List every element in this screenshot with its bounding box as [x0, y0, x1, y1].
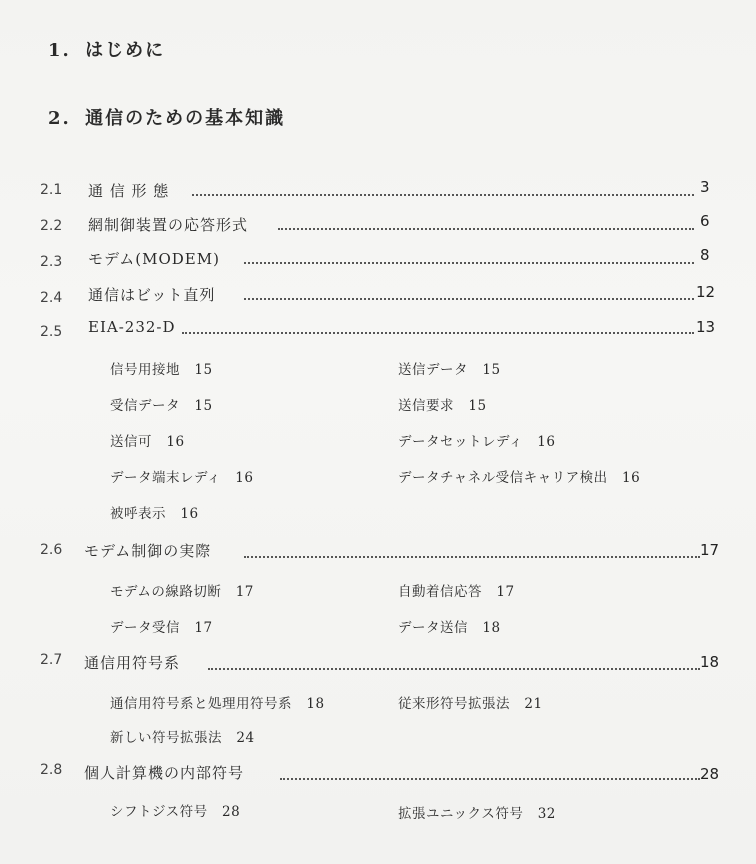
chapter-title: はじめに	[85, 40, 166, 61]
dot-leader	[244, 556, 700, 558]
dot-leader	[244, 262, 694, 264]
chapter-1	[48, 36, 165, 62]
section-title: 網制御装置の応答形式	[88, 216, 249, 234]
section-page: 6	[700, 212, 710, 230]
chapter-number: 1.	[48, 40, 71, 61]
section-page: 13	[696, 318, 716, 336]
section-title: EIA-232-D	[88, 318, 176, 336]
subsection-item: 通信用符号系と処理用符号系 18	[110, 696, 325, 712]
subsection-item: シフトジス符号 28	[110, 804, 241, 820]
subsection-item: データ端末レディ 16	[110, 470, 254, 486]
section-page: 3	[700, 178, 710, 196]
section-title: 個人計算機の内部符号	[84, 764, 245, 782]
subsection-item: 受信データ 15	[110, 398, 213, 414]
section-number: 2.7	[40, 652, 63, 668]
chapter-number: 2.	[48, 108, 71, 129]
section-number: 2.1	[40, 182, 63, 198]
subsection-item: 拡張ユニックス符号 32	[398, 806, 556, 822]
subsection-item: 送信可 16	[110, 434, 185, 450]
subsection-item: データ送信 18	[398, 620, 501, 636]
subsection-item: 自動着信応答 17	[398, 584, 515, 600]
dot-leader	[182, 332, 694, 334]
section-page: 18	[700, 653, 720, 671]
section-title: 通信用符号系	[84, 654, 181, 672]
subsection-item: 送信要求 15	[398, 398, 487, 414]
dot-leader	[192, 194, 694, 196]
dot-leader	[244, 298, 694, 300]
section-title: 通 信 形 態	[88, 182, 170, 200]
subsection-item: データ受信 17	[110, 620, 213, 636]
subsection-item: 被呼表示 16	[110, 506, 199, 522]
section-number: 2.3	[40, 254, 63, 270]
section-title: モデム制御の実際	[84, 542, 212, 560]
section-number: 2.5	[40, 324, 63, 340]
section-page: 28	[700, 765, 720, 783]
subsection-item: 新しい符号拡張法 24	[110, 730, 255, 746]
chapter-2	[48, 104, 285, 130]
subsection-item: モデムの線路切断 17	[110, 584, 254, 600]
section-page: 17	[700, 541, 720, 559]
subsection-item: 信号用接地 15	[110, 362, 213, 378]
dot-leader	[278, 228, 694, 230]
subsection-item: データセットレディ 16	[398, 434, 556, 450]
chapter-title: 通信のための基本知識	[85, 108, 286, 129]
section-page: 8	[700, 246, 710, 264]
subsection-item: 送信データ 15	[398, 362, 501, 378]
section-title: モデム(MODEM)	[88, 250, 220, 268]
section-number: 2.2	[40, 218, 63, 234]
subsection-item: 従来形符号拡張法 21	[398, 696, 543, 712]
subsection-item: データチャネル受信キャリア検出 16	[398, 470, 641, 486]
section-number: 2.6	[40, 542, 63, 558]
dot-leader	[280, 778, 700, 780]
section-title: 通信はビット直列	[88, 286, 216, 304]
section-number: 2.8	[40, 762, 63, 778]
dot-leader	[208, 668, 700, 670]
section-page: 12	[696, 283, 716, 301]
section-number: 2.4	[40, 290, 63, 306]
